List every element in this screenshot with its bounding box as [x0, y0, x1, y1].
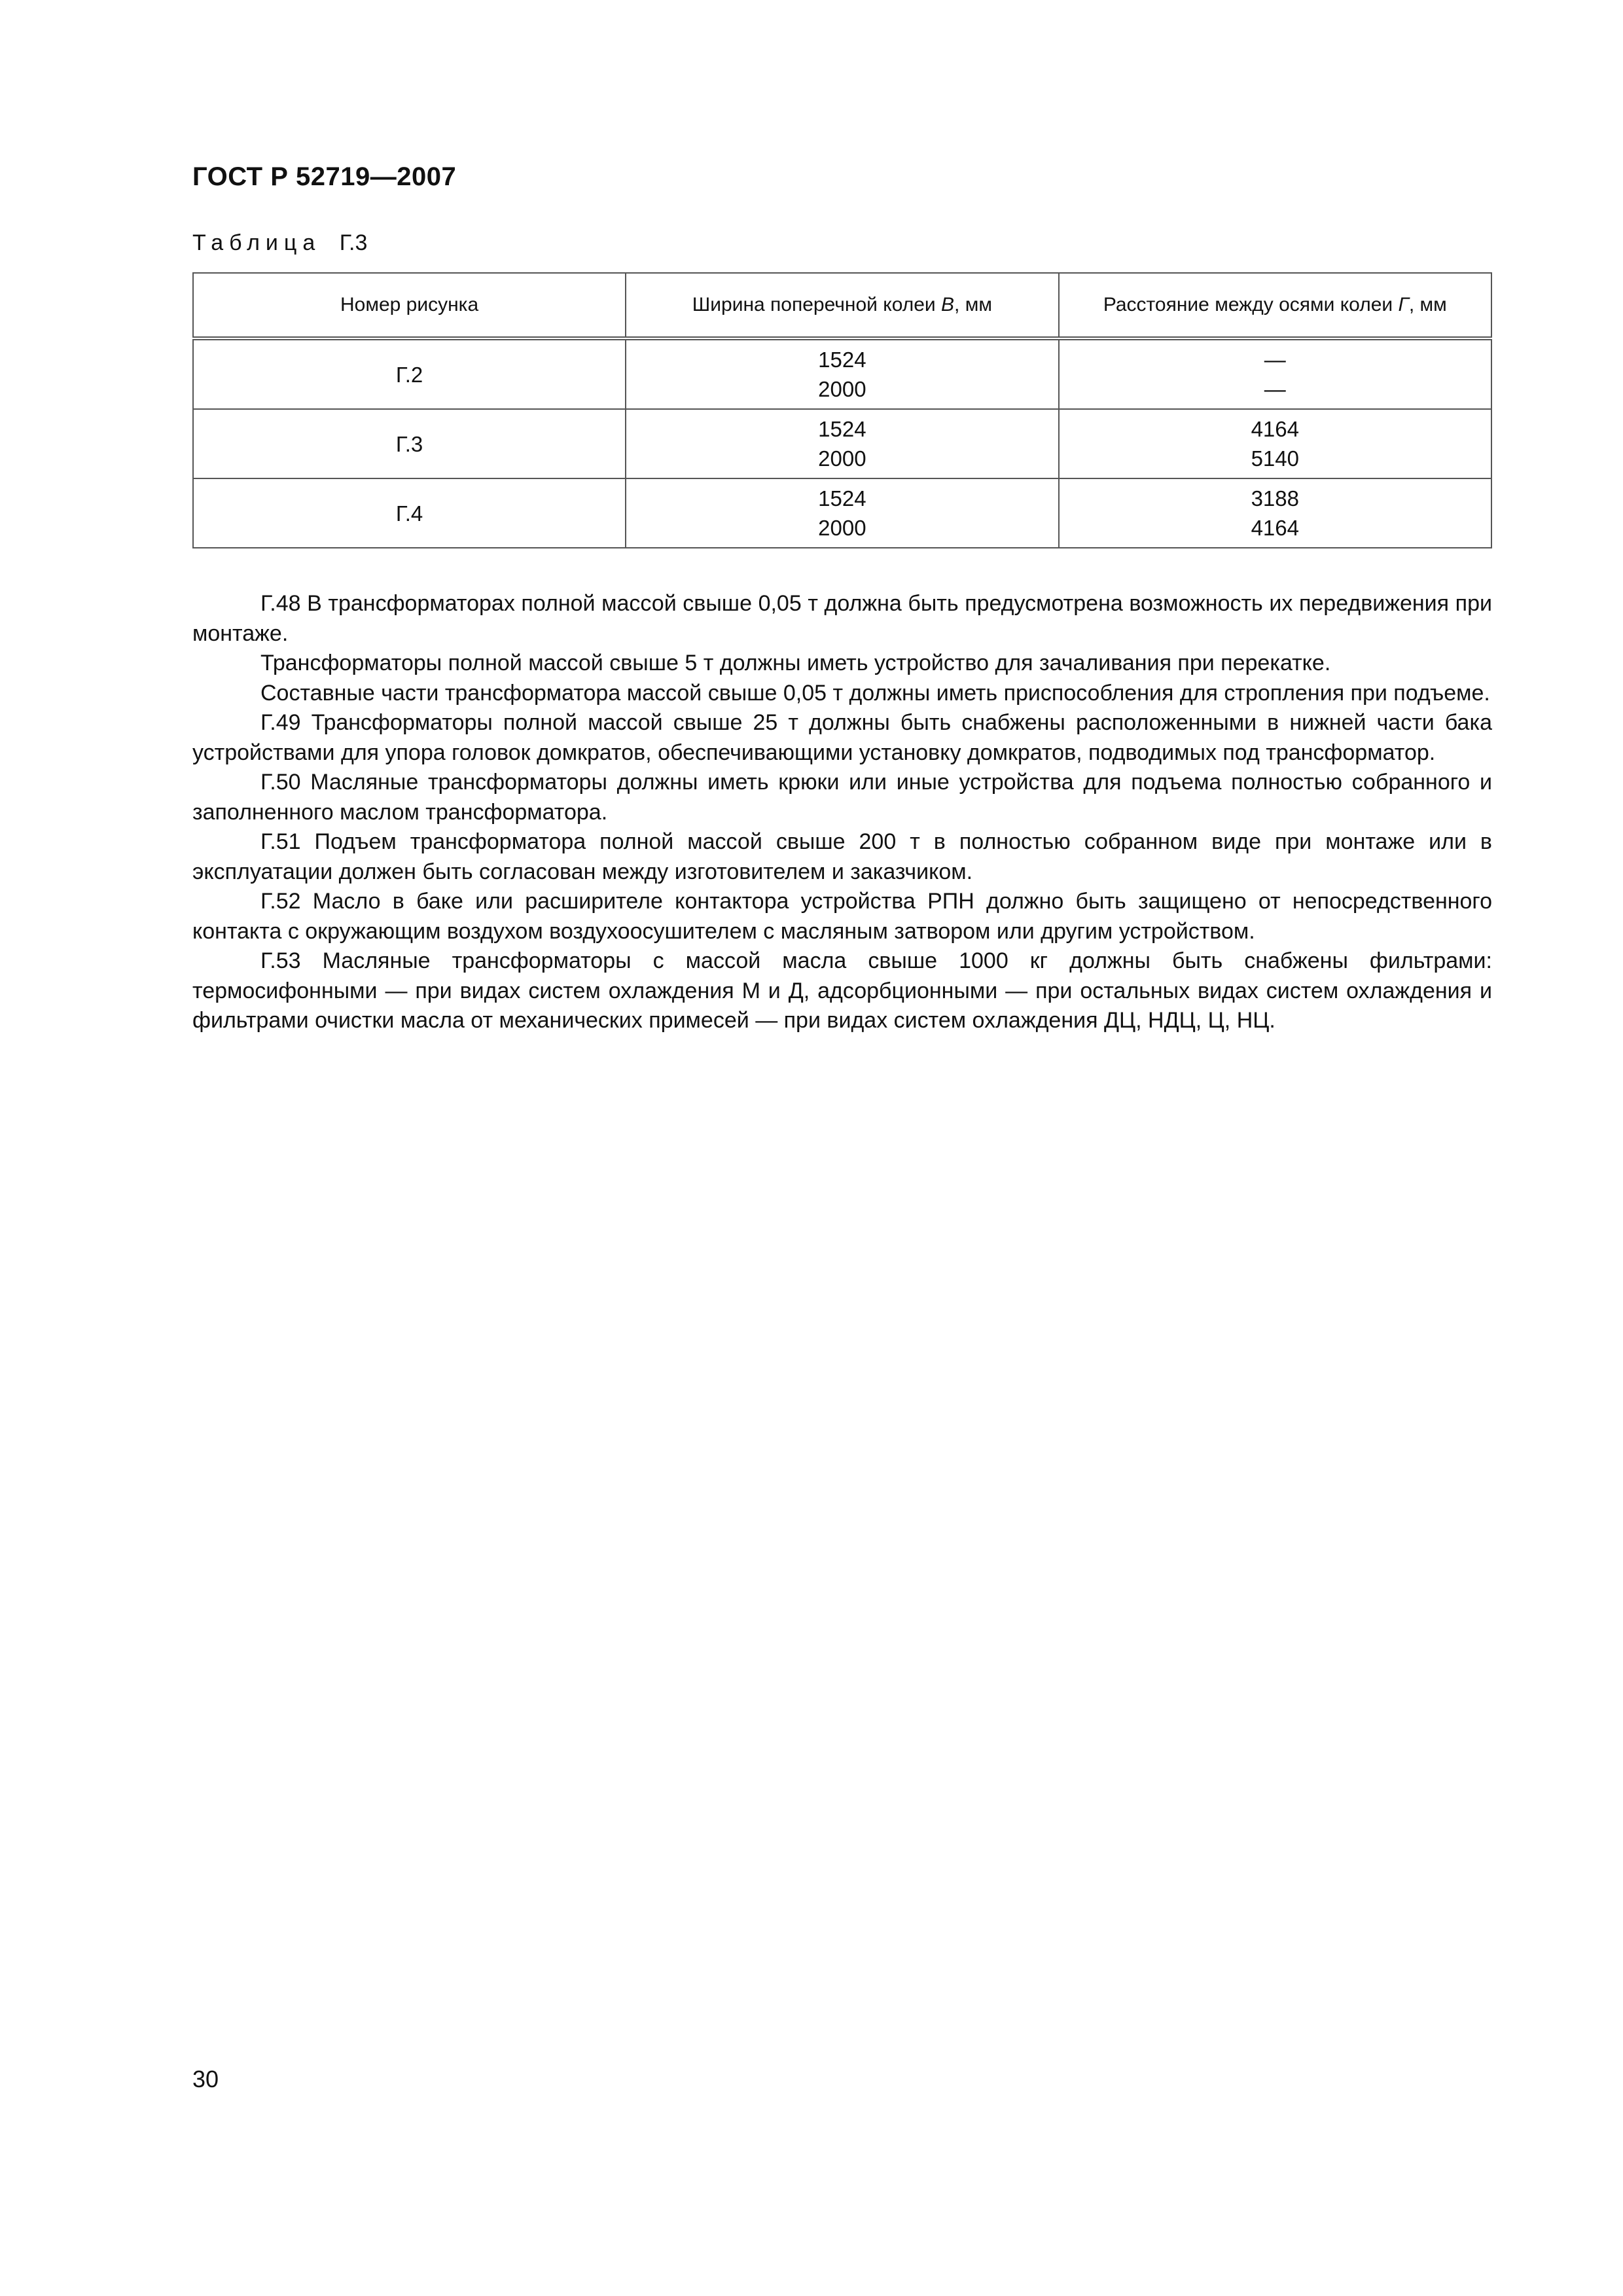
document-header: ГОСТ Р 52719—2007 — [192, 162, 457, 191]
column-header-distance: Расстояние между осями колеи Г, мм — [1059, 273, 1491, 338]
cell-value: 3188 — [1251, 486, 1299, 511]
table-caption-number: Г.3 — [339, 230, 368, 255]
cell-width — [626, 478, 1058, 548]
column-header-figure: Номер рисунка — [193, 273, 626, 338]
cell-distance — [1059, 478, 1491, 548]
paragraph-g48: Г.48 В трансформаторах полной массой свыше 0,05 т должна быть предусмотрена возможность их передвижения при монтаже. — [192, 591, 1492, 646]
paragraph-g53: Г.53 Масляные трансформаторы с массой масла свыше 1000 кг должны быть снабжены фильтрами: термосифонными — при видах систем охлаждения М и Д, адсорбционными — при остальных видах систем охлаждения и фильтрами очистки масла от механических примесей — при видах систем охлаждения ДЦ, НДЦ, Ц, НЦ. — [192, 948, 1492, 1033]
cell-width — [626, 338, 1058, 409]
cell-figure: Г.2 — [193, 338, 626, 409]
paragraph: Трансформаторы полной массой свыше 5 т должны иметь устройство для зачаливания при перекатке. — [260, 651, 1331, 675]
table-row — [193, 478, 1491, 548]
cell-width — [626, 409, 1058, 478]
table-caption-word: Таблица — [192, 230, 321, 255]
page-number: 30 — [192, 2066, 219, 2092]
cell-figure: Г.4 — [193, 478, 626, 548]
table-row — [193, 338, 1491, 409]
cell-value: 1524 — [818, 417, 866, 441]
cell-value: — — [1264, 348, 1286, 372]
table-header-row — [193, 273, 1491, 338]
cell-value: 4164 — [1251, 516, 1299, 540]
paragraph-g52: Г.52 Масло в баке или расширителе контактора устройства РПН должно быть защищено от непосредственного контакта с окружающим воздухом воздухоосушителем с масляным затвором или другим устройством. — [192, 889, 1492, 944]
table-row — [193, 409, 1491, 478]
column-header-width: Ширина поперечной колеи B, мм — [626, 273, 1058, 338]
paragraph: Составные части трансформатора массой свыше 0,05 т должны иметь приспособления для стропления при подъеме. — [260, 680, 1490, 706]
paragraph-g49: Г.49 Трансформаторы полной массой свыше 25 т должны быть снабжены расположенными в нижней части бака устройствами для упора головок домкратов, обеспечивающими установку домкратов, подводимых под трансформатор. — [192, 710, 1492, 765]
body-text — [192, 589, 1492, 1036]
table-caption — [192, 230, 367, 256]
cell-value: — — [1264, 377, 1286, 401]
cell-figure: Г.3 — [193, 409, 626, 478]
cell-distance — [1059, 338, 1491, 409]
cell-value: 4164 — [1251, 417, 1299, 441]
cell-value: 1524 — [818, 486, 866, 511]
cell-value: 5140 — [1251, 446, 1299, 471]
data-table — [192, 272, 1492, 548]
cell-value: 2000 — [818, 516, 866, 540]
cell-distance — [1059, 409, 1491, 478]
cell-value: 2000 — [818, 446, 866, 471]
paragraph-g50: Г.50 Масляные трансформаторы должны иметь крюки или иные устройства для подъема полностью собранного и заполненного маслом трансформатора. — [192, 770, 1492, 825]
paragraph-g51: Г.51 Подъем трансформатора полной массой свыше 200 т в полностью собранном виде при монтаже или в эксплуатации должен быть согласован между изготовителем и заказчиком. — [192, 829, 1492, 884]
cell-value: 1524 — [818, 348, 866, 372]
cell-value: 2000 — [818, 377, 866, 401]
